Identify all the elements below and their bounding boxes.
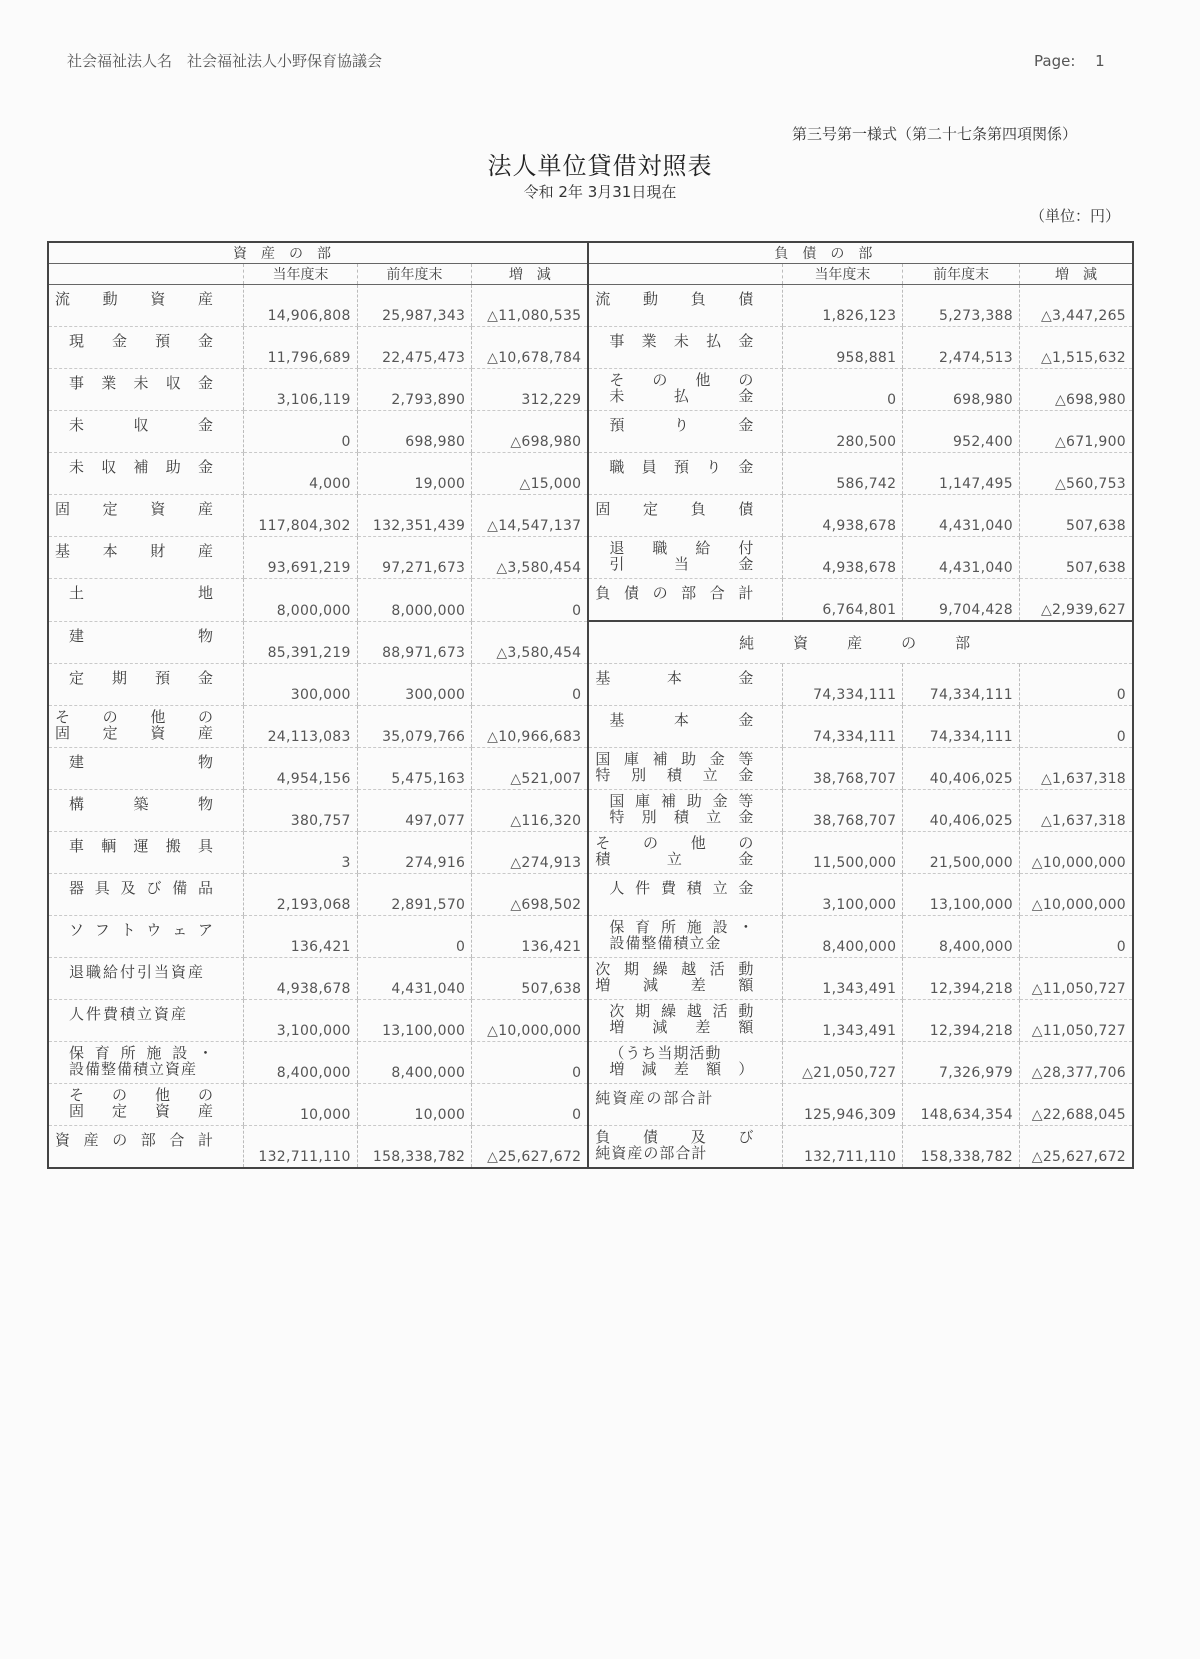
previous-year-amount: 22,475,473 [357, 327, 472, 369]
current-year-amount: 586,742 [782, 453, 903, 495]
previous-year-amount: 25,987,343 [357, 285, 472, 327]
previous-year-amount: 35,079,766 [357, 705, 472, 747]
current-year-amount: 8,400,000 [244, 1041, 357, 1083]
change-amount: △1,637,318 [1019, 789, 1133, 831]
current-year-amount: 380,757 [244, 789, 357, 831]
current-year-amount: 74,334,111 [782, 705, 903, 747]
table-row [48, 747, 1133, 789]
account-label: 負 債 の 部 合 計 [588, 579, 782, 622]
previous-year-amount: 497,077 [357, 789, 472, 831]
previous-year-amount: 40,406,025 [903, 747, 1020, 789]
current-year-amount: 132,711,110 [244, 1125, 357, 1168]
current-year-amount: 125,946,309 [782, 1083, 903, 1125]
previous-year-amount: 13,100,000 [903, 873, 1020, 915]
current-year-amount: 85,391,219 [244, 621, 357, 663]
table-row [48, 495, 1133, 537]
table-row [48, 1125, 1133, 1168]
col-header-current: 当年度末 [244, 264, 357, 285]
document-title: 法人単位貸借対照表 [487, 152, 713, 180]
account-label: 国 庫 補 助 金 等 特 別 積 立 金 [588, 747, 782, 789]
current-year-amount: 4,954,156 [244, 747, 357, 789]
previous-year-amount: 8,000,000 [357, 579, 472, 622]
previous-year-amount: 21,500,000 [903, 831, 1020, 873]
change-amount: △10,678,784 [472, 327, 589, 369]
account-label: そ の 他 の 未 払 金 [588, 369, 782, 411]
change-amount: △11,080,535 [472, 285, 589, 327]
unit-label: （単位：円） [1030, 207, 1121, 225]
account-label: 定 期 預 金 [48, 663, 244, 705]
change-amount: 507,638 [472, 957, 589, 999]
current-year-amount: △21,050,727 [782, 1041, 903, 1083]
change-amount: 0 [1019, 705, 1133, 747]
account-label: 職 員 預 り 金 [588, 453, 782, 495]
change-amount: △698,980 [1019, 369, 1133, 411]
change-amount: △15,000 [472, 453, 589, 495]
page-number: Page: 1 [1034, 52, 1105, 70]
table-row [48, 915, 1133, 957]
account-label: 事 業 未 払 金 [588, 327, 782, 369]
col-header-previous: 前年度末 [357, 264, 472, 285]
change-amount: △25,627,672 [472, 1125, 589, 1168]
account-label: 預 り 金 [588, 411, 782, 453]
change-amount: △3,580,454 [472, 537, 589, 579]
current-year-amount: 4,938,678 [244, 957, 357, 999]
previous-year-amount: 4,431,040 [903, 537, 1020, 579]
account-label: 建 物 [48, 747, 244, 789]
current-year-amount: 117,804,302 [244, 495, 357, 537]
table-row [48, 537, 1133, 579]
current-year-amount: 38,768,707 [782, 747, 903, 789]
current-year-amount: 38,768,707 [782, 789, 903, 831]
account-label: 基 本 財 産 [48, 537, 244, 579]
change-amount: △28,377,706 [1019, 1041, 1133, 1083]
table-row [48, 453, 1133, 495]
change-amount: △10,000,000 [472, 999, 589, 1041]
account-label: 国 庫 補 助 金 等 特 別 積 立 金 [588, 789, 782, 831]
table-row [48, 1083, 1133, 1125]
current-year-amount: 24,113,083 [244, 705, 357, 747]
previous-year-amount: 97,271,673 [357, 537, 472, 579]
table-row [48, 327, 1133, 369]
previous-year-amount: 4,431,040 [357, 957, 472, 999]
previous-year-amount: 5,475,163 [357, 747, 472, 789]
change-amount: △671,900 [1019, 411, 1133, 453]
table-row [48, 621, 1133, 663]
previous-year-amount: 1,147,495 [903, 453, 1020, 495]
account-label: そ の 他 の 固 定 資 産 [48, 1083, 244, 1125]
change-amount: 507,638 [1019, 495, 1133, 537]
account-label: 土 地 [48, 579, 244, 622]
change-amount: △1,515,632 [1019, 327, 1133, 369]
current-year-amount: 300,000 [244, 663, 357, 705]
change-amount: △3,580,454 [472, 621, 589, 663]
previous-year-amount: 2,891,570 [357, 873, 472, 915]
assets-section-header: 資 産 の 部 [48, 242, 588, 264]
change-amount: △3,447,265 [1019, 285, 1133, 327]
current-year-amount: 14,906,808 [244, 285, 357, 327]
current-year-amount: 2,193,068 [244, 873, 357, 915]
account-label: 流 動 負 債 [588, 285, 782, 327]
current-year-amount: 136,421 [244, 915, 357, 957]
change-amount: △25,627,672 [1019, 1125, 1133, 1168]
change-amount: 0 [472, 1083, 589, 1125]
previous-year-amount: 158,338,782 [903, 1125, 1020, 1168]
previous-year-amount: 88,971,673 [357, 621, 472, 663]
account-label: （うち当期活動 増 減 差 額 ） [588, 1041, 782, 1083]
change-amount: △11,050,727 [1019, 957, 1133, 999]
balance-sheet-table [47, 241, 1134, 1169]
previous-year-amount: 132,351,439 [357, 495, 472, 537]
account-label: 資 産 の 部 合 計 [48, 1125, 244, 1168]
previous-year-amount: 4,431,040 [903, 495, 1020, 537]
table-row [48, 999, 1133, 1041]
as-of-date: 令和 2年 3月31日現在 [523, 183, 677, 201]
form-number: 第三号第一様式（第二十七条第四項関係） [792, 125, 1078, 143]
change-amount: △11,050,727 [1019, 999, 1133, 1041]
table-row [48, 663, 1133, 705]
table-row [48, 705, 1133, 747]
change-amount: 0 [472, 579, 589, 622]
current-year-amount: 958,881 [782, 327, 903, 369]
account-label: 固 定 資 産 [48, 495, 244, 537]
change-amount: 0 [472, 663, 589, 705]
current-year-amount: 8,400,000 [782, 915, 903, 957]
previous-year-amount: 12,394,218 [903, 999, 1020, 1041]
previous-year-amount: 9,704,428 [903, 579, 1020, 622]
account-label: 車 輌 運 搬 具 [48, 831, 244, 873]
liabilities-section-header: 負 債 の 部 [588, 242, 1133, 264]
table-row [48, 285, 1133, 327]
change-amount: 507,638 [1019, 537, 1133, 579]
previous-year-amount: 698,980 [903, 369, 1020, 411]
table-row [48, 369, 1133, 411]
change-amount: 0 [472, 1041, 589, 1083]
account-label: 基 本 金 [588, 663, 782, 705]
previous-year-amount: 10,000 [357, 1083, 472, 1125]
previous-year-amount: 158,338,782 [357, 1125, 472, 1168]
table-row [48, 873, 1133, 915]
current-year-amount: 3,106,119 [244, 369, 357, 411]
account-label: 事 業 未 収 金 [48, 369, 244, 411]
account-label: 未 収 補 助 金 [48, 453, 244, 495]
account-label: 基 本 金 [588, 705, 782, 747]
current-year-amount: 11,796,689 [244, 327, 357, 369]
account-label: 現 金 預 金 [48, 327, 244, 369]
change-amount: △10,000,000 [1019, 831, 1133, 873]
current-year-amount: 11,500,000 [782, 831, 903, 873]
current-year-amount: 0 [244, 411, 357, 453]
current-year-amount: 1,826,123 [782, 285, 903, 327]
current-year-amount: 4,938,678 [782, 537, 903, 579]
change-amount: △10,000,000 [1019, 873, 1133, 915]
change-amount: 0 [1019, 663, 1133, 705]
change-amount: △698,980 [472, 411, 589, 453]
account-label: 保 育 所 施 設 ・ 設備整備積立金 [588, 915, 782, 957]
change-amount: △560,753 [1019, 453, 1133, 495]
previous-year-amount: 8,400,000 [903, 915, 1020, 957]
previous-year-amount: 40,406,025 [903, 789, 1020, 831]
current-year-amount: 10,000 [244, 1083, 357, 1125]
table-row [48, 579, 1133, 622]
table-row [48, 1041, 1133, 1083]
current-year-amount: 3,100,000 [244, 999, 357, 1041]
change-amount: 136,421 [472, 915, 589, 957]
previous-year-amount: 952,400 [903, 411, 1020, 453]
net-assets-section-header: 純 資 産 の 部 [588, 621, 1133, 663]
previous-year-amount: 12,394,218 [903, 957, 1020, 999]
previous-year-amount: 74,334,111 [903, 663, 1020, 705]
account-label: そ の 他 の 固 定 資 産 [48, 705, 244, 747]
change-amount: 312,229 [472, 369, 589, 411]
col-header-current: 当年度末 [782, 264, 903, 285]
account-label: 次 期 繰 越 活 動 増 減 差 額 [588, 957, 782, 999]
previous-year-amount: 74,334,111 [903, 705, 1020, 747]
table-row [48, 411, 1133, 453]
previous-year-amount: 0 [357, 915, 472, 957]
previous-year-amount: 148,634,354 [903, 1083, 1020, 1125]
account-label: 純資産の部合計 [588, 1083, 782, 1125]
col-header-previous: 前年度末 [903, 264, 1020, 285]
current-year-amount: 1,343,491 [782, 957, 903, 999]
current-year-amount: 3 [244, 831, 357, 873]
account-label: 流 動 資 産 [48, 285, 244, 327]
current-year-amount: 132,711,110 [782, 1125, 903, 1168]
change-amount: △116,320 [472, 789, 589, 831]
previous-year-amount: 5,273,388 [903, 285, 1020, 327]
change-amount: 0 [1019, 915, 1133, 957]
current-year-amount: 4,938,678 [782, 495, 903, 537]
current-year-amount: 1,343,491 [782, 999, 903, 1041]
account-label: 人 件 費 積 立 金 [588, 873, 782, 915]
account-label: 保 育 所 施 設 ・ 設備整備積立資産 [48, 1041, 244, 1083]
current-year-amount: 6,764,801 [782, 579, 903, 622]
change-amount: △521,007 [472, 747, 589, 789]
change-amount: △22,688,045 [1019, 1083, 1133, 1125]
change-amount: △698,502 [472, 873, 589, 915]
change-amount: △274,913 [472, 831, 589, 873]
account-label: 建 物 [48, 621, 244, 663]
account-label: 器 具 及 び 備 品 [48, 873, 244, 915]
account-label: 未 収 金 [48, 411, 244, 453]
current-year-amount: 93,691,219 [244, 537, 357, 579]
change-amount: △1,637,318 [1019, 747, 1133, 789]
previous-year-amount: 2,474,513 [903, 327, 1020, 369]
col-header-change: 増 減 [472, 264, 589, 285]
account-label: ソ フ ト ウ ェ ア [48, 915, 244, 957]
table-row [48, 957, 1133, 999]
account-label: 退職給付引当資産 [48, 957, 244, 999]
account-label: 次 期 繰 越 活 動 増 減 差 額 [588, 999, 782, 1041]
previous-year-amount: 19,000 [357, 453, 472, 495]
change-amount: △10,966,683 [472, 705, 589, 747]
current-year-amount: 4,000 [244, 453, 357, 495]
corporation-name: 社会福祉法人名 社会福祉法人小野保育協議会 [67, 52, 383, 70]
previous-year-amount: 698,980 [357, 411, 472, 453]
current-year-amount: 0 [782, 369, 903, 411]
current-year-amount: 280,500 [782, 411, 903, 453]
account-label: 負 債 及 び 純資産の部合計 [588, 1125, 782, 1168]
previous-year-amount: 2,793,890 [357, 369, 472, 411]
current-year-amount: 3,100,000 [782, 873, 903, 915]
change-amount: △2,939,627 [1019, 579, 1133, 622]
col-header-change: 増 減 [1019, 264, 1133, 285]
table-row [48, 831, 1133, 873]
previous-year-amount: 13,100,000 [357, 999, 472, 1041]
previous-year-amount: 8,400,000 [357, 1041, 472, 1083]
previous-year-amount: 7,326,979 [903, 1041, 1020, 1083]
account-label: そ の 他 の 積 立 金 [588, 831, 782, 873]
table-row [48, 789, 1133, 831]
previous-year-amount: 300,000 [357, 663, 472, 705]
account-label: 固 定 負 債 [588, 495, 782, 537]
account-label: 退 職 給 付 引 当 金 [588, 537, 782, 579]
current-year-amount: 8,000,000 [244, 579, 357, 622]
account-label: 人件費積立資産 [48, 999, 244, 1041]
previous-year-amount: 274,916 [357, 831, 472, 873]
change-amount: △14,547,137 [472, 495, 589, 537]
account-label: 構 築 物 [48, 789, 244, 831]
current-year-amount: 74,334,111 [782, 663, 903, 705]
